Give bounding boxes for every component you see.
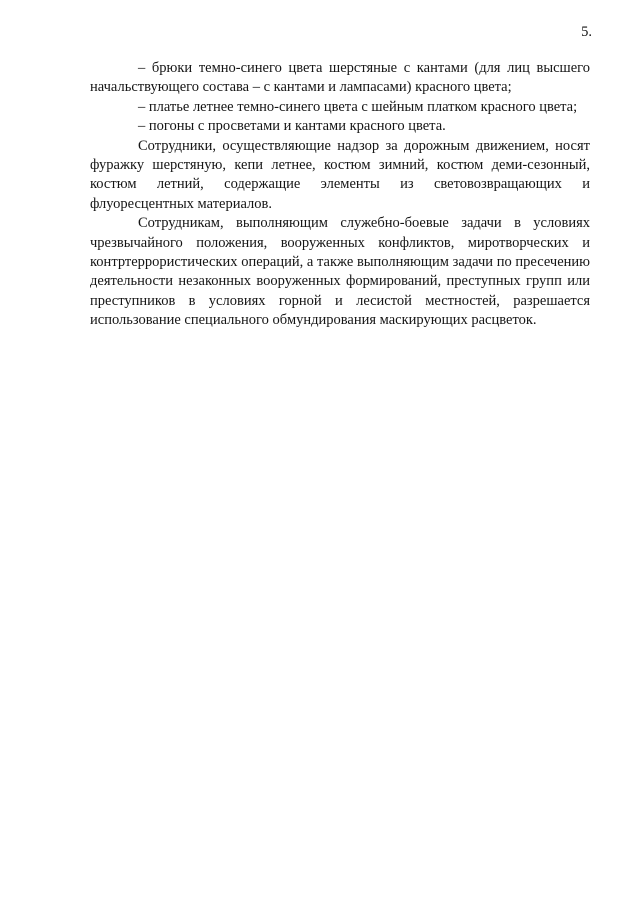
paragraph-traffic-officers: Сотрудники, осуществляющие надзор за дорожным движением, носят фуражку шерстяную, кепи летнее, костюм зимний, костюм деми-сезонный, костюм летний, содержащие элементы из световозвращающих и флуоресцентных материалов. (90, 137, 590, 212)
document-body (90, 59, 590, 331)
page-number: 5. (581, 24, 592, 40)
paragraph-trousers: – брюки темно-синего цвета шерстяные с кантами (для лиц высшего начальствующего состава – с кантами и лампасами) красного цвета; (90, 60, 590, 96)
paragraph-shoulder-straps: – погоны с просветами и кантами красного цвета. (138, 118, 446, 135)
paragraph-summer-dress: – платье летнее темно-синего цвета с шейным платком красного цвета; (138, 98, 578, 115)
paragraph-camouflage-uniform: Сотрудникам, выполняющим служебно-боевые задачи в условиях чрезвычайного положения, вооруженных конфликтов, миротворческих и контртеррористических операций, а также выполняющим задачи по пресечению деятельности незаконных вооруженных формирований, преступных групп или преступников в условиях горной и лесистой местностей, разрешается использование специального обмундирования маскирующих расцветок. (90, 215, 590, 329)
